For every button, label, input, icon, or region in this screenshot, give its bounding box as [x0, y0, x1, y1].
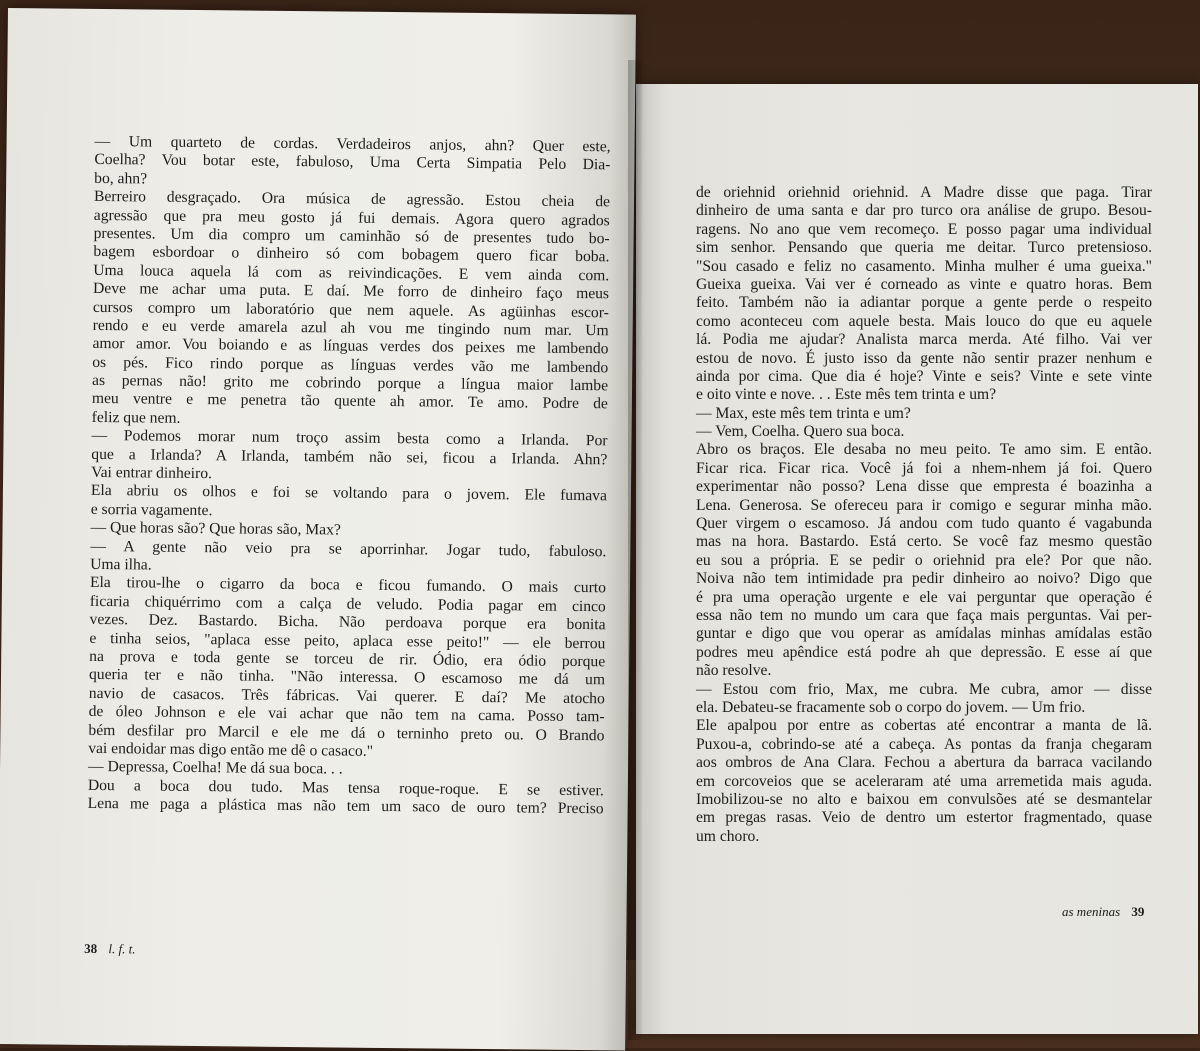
- text-line: Imobilizou-se no alto e baixou em convulsões até se desmantelar: [696, 790, 1152, 808]
- text-line: — Max, este mês tem trinta e um?: [696, 404, 911, 422]
- text-line: podres meu apêndice está podre ah que depressão. E esse aí que: [696, 643, 1152, 661]
- text-line: bo, ahn?: [94, 169, 148, 188]
- text-line: guntar e digo que vou operar as amídalas minhas amídalas estão: [696, 625, 1152, 643]
- text-line: e sorria vagamente.: [90, 500, 213, 519]
- page-number: 39: [1131, 904, 1145, 919]
- text-line: essa não tem no mundo um cara que faça mais perguntas. Vai per-: [696, 606, 1152, 624]
- text-line: dinheiro de uma santa e dar pro turco ora análise de grupo. Besou-: [696, 202, 1152, 220]
- text-line: que a Irlanda? A Irlanda, também não sei, ficou a Irlanda. Ahn?: [91, 445, 608, 468]
- text-line: é pra uma operação urgente e ele vai perguntar que operação é: [696, 588, 1152, 606]
- text-line: cursos compro um laboratório que nem aquele. As agüinhas escor-: [92, 298, 609, 321]
- text-line: rendo e eu verde amarela azul ah vou me tingindo num mar. Um: [92, 316, 609, 340]
- text-line: bagem esbordoar o dinheiro só com bobagem quero ficar boba.: [93, 243, 610, 266]
- left-page-text: [88, 133, 611, 819]
- text-line: — A gente não veio pra se aporrinhar. Jogar tudo, fabuloso.: [90, 537, 607, 560]
- text-line: experimentar não posso? Lena disse que empresta é boazinha a: [696, 478, 1152, 496]
- running-title: l. f. t.: [108, 941, 136, 957]
- text-line: mas na hora. Bastardo. Está certo. Se você faz mesmo questão: [696, 533, 1152, 551]
- text-line: — Depressa, Coelha! Me dá sua boca. . .: [87, 758, 343, 778]
- right-page-text: [696, 184, 1152, 846]
- text-line: em corcoveios que se aceleraram até uma arremetida mais aguda.: [696, 772, 1152, 790]
- left-book-page: [0, 8, 636, 1051]
- text-line: vezes. Dez. Bastardo. Bicha. Não perdoava porque era bonita: [89, 611, 606, 634]
- text-line: presentes. Um dia compro um caminhão só de presentes tudo bo-: [93, 224, 610, 248]
- right-page-footer: [1054, 904, 1144, 920]
- text-line: não resolve.: [696, 662, 772, 680]
- text-line: Ela abriu os olhos e foi se voltando para o jovem. Ele fumava: [90, 482, 608, 505]
- text-line: e tinha seios, "aplaca esse peito, aplaca esse peito!" — ele berrou: [89, 629, 606, 652]
- text-line: — Que horas são? Que horas são, Max?: [90, 519, 341, 539]
- text-line: lá. Podia me ajudar? Analista marca merda. Até filho. Vai ver: [696, 331, 1152, 349]
- text-line: Coelha? Vou botar este, fabuloso, Uma Certa Simpatia Pelo Dia-: [94, 151, 611, 174]
- text-line: Ela tirou-lhe o cigarro da boca e ficou fumando. O mais curto: [89, 574, 607, 597]
- text-line: feliz que nem.: [91, 408, 181, 427]
- text-line: Abro os braços. Ele desaba no meu peito. Te amo sim. E então.: [696, 441, 1152, 459]
- text-line: agressão que pra meu gosto já fui demais. Agora quero agrados: [93, 206, 610, 229]
- text-line: Berreiro desgraçado. Ora música de agressão. Estou cheia de: [93, 188, 611, 211]
- text-line: Uma louca aquela lá com as reivindicações. E vem ainda com.: [93, 261, 610, 285]
- text-line: na prova e toda gente se torceu de rir. Ódio, era ódio porque: [89, 647, 606, 671]
- text-line: Ficar rica. Ficar rica. Você já foi a nhem-nhem já foi. Quero: [696, 459, 1152, 477]
- text-line: vai endoidar mas digo então me dê o casaco.": [88, 739, 374, 760]
- text-line: — Vem, Coelha. Quero sua boca.: [696, 423, 905, 441]
- text-line: amor amor. Vou boiando e as línguas verdes dos peixes me lambendo: [92, 335, 609, 358]
- text-line: — Um quarteto de cordas. Verdadeiros anjos, ahn? Quer este,: [94, 132, 611, 156]
- text-line: Ele apalpou por entre as cobertas até encontrar a manta de lã.: [696, 717, 1152, 735]
- right-book-page: [636, 84, 1198, 1034]
- text-line: em pregas rasas. Veio de dentro um estertor fragmentado, quase: [696, 809, 1152, 827]
- text-line: Quer virgem o escamoso. Já andou com tudo quanto é vagabunda: [696, 515, 1152, 533]
- text-line: Noiva não tem intimidade pra pedir dinheiro ao noivo? Digo que: [696, 570, 1152, 588]
- text-line: "Sou casado e feliz no casamento. Minha mulher é uma gueixa.": [696, 257, 1152, 275]
- text-line: sim senhor. Pensando que queria me deitar. Turco pretensioso.: [696, 239, 1152, 257]
- running-title: as meninas: [1062, 904, 1121, 919]
- text-line: feito. Também não ia adiantar porque a gente perde o respeito: [696, 294, 1152, 312]
- text-line: — Podemos morar num troço assim besta como a Irlanda. Por: [91, 427, 608, 450]
- text-line: e oito vinte e nove. . . Este mês tem trinta e um?: [696, 386, 997, 404]
- text-line: os pés. Fico rindo porque as línguas verdes vão me lambendo: [92, 353, 609, 376]
- text-line: ainda por cima. Que dia é hoje? Vinte e seis? Vinte e sete vinte: [696, 367, 1152, 385]
- text-line: como aconteceu com aquele besta. Mais louco do que eu aquele: [696, 312, 1152, 330]
- text-line: — Estou com frio, Max, me cubra. Me cubra, amor — disse: [696, 680, 1152, 698]
- text-line: de oriehnid oriehnid oriehnid. A Madre disse que paga. Tirar: [696, 184, 1152, 201]
- text-line: Dou a boca dou tudo. Mas tensa roque-roque. E se estiver.: [87, 776, 604, 799]
- text-line: queria ter e não tinha. "Não interessa. O escamoso me dá um: [88, 666, 606, 689]
- text-line: ficaria chiquérrimo com a calça de veludo. Podia pagar em cinco: [89, 592, 606, 616]
- text-line: Gueixa gueixa. Vai ver é corneado as vinte e quatro horas. Bem: [696, 275, 1152, 293]
- text-line: navio de casacos. Três fábricas. Vai querer. E daí? Me atocho: [88, 684, 605, 708]
- text-line: Puxou-a, cobrindo-se até a cabeça. As pontas da franja chegaram: [696, 735, 1152, 753]
- text-line: Deve me achar uma puta. E daí. Me forro de dinheiro faço meus: [92, 280, 610, 303]
- text-line: Lena me paga a plástica mas não tem um saco de ouro tem? Preciso: [87, 794, 604, 818]
- text-line: estou de novo. É justo isso da gente não sentir prazer nenhum e: [696, 349, 1152, 367]
- text-line: meu ventre e me penetra tão quente ah amor. Te amo. Podre de: [91, 390, 608, 413]
- text-line: Vai entrar dinheiro.: [91, 463, 213, 483]
- text-line: ela. Debateu-se fracamente sob o corpo do jovem. — Um frio.: [696, 698, 1086, 716]
- book-gutter-shadow: [628, 60, 642, 1040]
- text-line: eu sou a própria. E se pedir o oriehnid pra ele? Por que não.: [696, 551, 1152, 569]
- text-line: ragens. No ano que vem recomeço. E posso pagar uma individual: [696, 220, 1152, 238]
- text-line: de óleo Johnson e ele vai achar que não tem na cama. Posso tam-: [88, 702, 605, 726]
- text-line: bém desfilar pro Marcil e ele me dá o terninho preto ou. O Brando: [88, 721, 605, 744]
- text-line: as pernas não! grito me cobrindo porque a língua maior lambe: [92, 371, 609, 395]
- text-line: Lena. Generosa. Se ofereceu para ir comigo e segurar minha mão.: [696, 496, 1152, 514]
- page-number: 38: [84, 940, 98, 956]
- text-line: um choro.: [696, 827, 760, 845]
- left-page-footer: [84, 941, 144, 958]
- text-line: aos ombros de Ana Clara. Fechou a abertura da barraca vacilando: [696, 754, 1152, 772]
- text-line: Uma ilha.: [90, 555, 152, 574]
